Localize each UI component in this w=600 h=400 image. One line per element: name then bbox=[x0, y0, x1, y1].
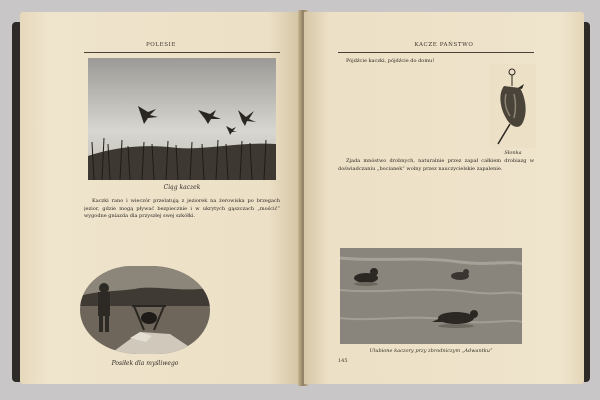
left-paragraph-1: Kaczki rano i wieczór przelatują z jeziorek na żerowiska po brzegach jezior, gdzie mogą pływać bezpiecznie i w ukrytych gąszczach „mościć” wygodne gniazda dla przyszłej swej szkółki. bbox=[84, 198, 280, 220]
caption-woodcock: Słonka bbox=[504, 150, 522, 156]
caption-ducks-on-water: Ulubione kaczory przy zbrodniczym „Adwantku” bbox=[369, 348, 493, 354]
photo-woodcock bbox=[490, 64, 536, 148]
right-text-top bbox=[338, 58, 488, 154]
caption-flying-ducks: Ciąg kaczek bbox=[163, 184, 201, 191]
right-paragraph-2: Zjada mnóstwo drobnych, naturalnie przez zapał całkiem drobiazg w doświadczaniu „bocianek” wolny przez nauczycielskie zapalenie. bbox=[338, 158, 534, 172]
caption-hunters-meal: Posiłek dla myśliwego bbox=[111, 360, 179, 367]
right-page bbox=[304, 12, 584, 384]
page-number-right: 145 bbox=[338, 358, 348, 364]
photo-ducks-on-water bbox=[340, 248, 522, 344]
photo-hunters-meal bbox=[80, 266, 210, 354]
left-page bbox=[20, 12, 302, 384]
running-head-right: KACZE PAŃSTWO bbox=[414, 42, 474, 48]
header-rule-right bbox=[338, 52, 534, 53]
header-rule-left bbox=[84, 52, 280, 53]
photo-flying-ducks bbox=[88, 58, 276, 180]
right-paragraph-1: Pójdźcie kaczki, pójdźcie do domu! bbox=[346, 58, 435, 64]
right-text-middle bbox=[338, 158, 534, 242]
running-head-left: POLESIE bbox=[145, 42, 177, 48]
left-text-top bbox=[84, 198, 280, 268]
